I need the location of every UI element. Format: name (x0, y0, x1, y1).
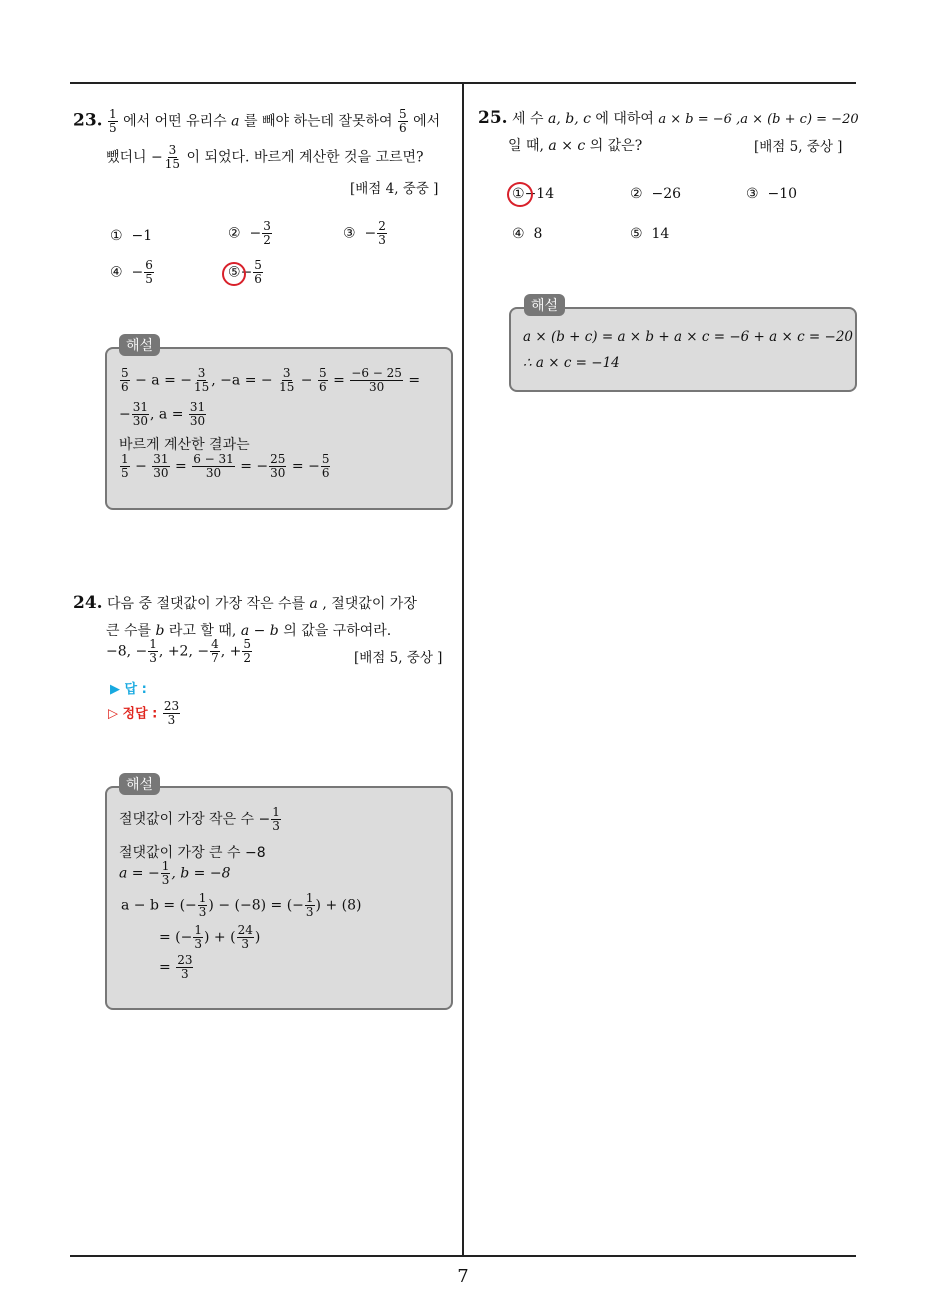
bottom-rule (70, 1255, 856, 1257)
choice-4[interactable]: ④ 8 (512, 226, 543, 242)
answer-input-label[interactable]: ▶ 답 : (110, 682, 147, 697)
q24-line1: 24. 다음 중 절댓값이 가장 작은 수를 a , 절댓값이 가장 (73, 593, 417, 613)
explanation-box: 절댓값이 가장 작은 수 − $\frac{1}{3}$ 절댓값이 가장 큰 수 −8 a = − $\frac{1}{3}$ , b = −8 a − b = (− $\frac{1}{3}$ ) − (−8) = (− $\frac{1}{3}$ ) + (8) = (− $\frac{1}{3}$ ) + ( $\frac{24}{3}$ ) = $\frac{23}{3}$ (105, 786, 453, 1010)
choice-4[interactable]: ④ − $\frac{6}{5}$ (110, 258, 153, 286)
correct-answer: ▷ 정답 : $\frac{23}{3}$ (108, 699, 180, 727)
explanation-tag: 해설 (524, 294, 565, 316)
choice-5[interactable]: ⑤− $\frac{5}{6}$ (228, 258, 262, 286)
points-label: [배점 5, 중상 ] (754, 139, 843, 155)
question-number: 23. (73, 110, 103, 131)
q23-line2: 뺐더니 − $\frac{3}{15}$ 이 되었다. 바르게 계산한 것을 고르면? (106, 143, 424, 171)
explanation-tag: 해설 (119, 334, 160, 356)
q24-number-set: −8, − $\frac{1}{3}$ , +2, − $\frac{4}{7}$ , + $\frac{5}{2}$ (106, 637, 252, 665)
choice-1[interactable]: ① −1 (110, 228, 153, 244)
explanation-tag: 해설 (119, 773, 160, 795)
explanation-box: a × (b + c) = a × b + a × c = −6 + a × c = −20 ∴ a × c = −14 (509, 307, 857, 392)
q25-line2: 일 때, a × c 의 값은? (508, 138, 643, 154)
q23-line1: 23. $\frac{1}{5}$ 에서 어떤 유리수 a 를 빼야 하는데 잘못하여 $\frac{5}{6}$ 에서 (73, 107, 441, 135)
fraction: $\frac{5}{6}$ (399, 107, 407, 135)
fraction: $\frac{3}{15}$ (164, 143, 181, 171)
points-label: [배점 5, 중상 ] (354, 650, 443, 666)
choice-2[interactable]: ② − $\frac{3}{2}$ (228, 219, 271, 247)
question-number: 25. (478, 108, 508, 128)
fraction: $\frac{1}{5}$ (109, 107, 117, 135)
choice-1[interactable]: ①−14 (512, 186, 555, 202)
choice-5[interactable]: ⑤ 14 (630, 226, 670, 242)
selected-answer-circle (507, 182, 533, 207)
choice-3[interactable]: ③ −10 (746, 186, 798, 202)
column-divider (462, 82, 464, 1256)
question-number: 24. (73, 593, 103, 613)
q25-line1: 25. 세 수 a, b, c 에 대하여 a × b = −6 ,a × (b + c) = −20 (478, 108, 859, 128)
points-label: [배점 4, 중중 ] (350, 181, 439, 197)
q24-line2: 큰 수를 b 라고 할 때, a − b 의 값을 구하여라. (106, 623, 392, 639)
selected-answer-circle (222, 262, 246, 286)
page-number: 7 (457, 1266, 469, 1287)
choice-2[interactable]: ② −26 (630, 186, 682, 202)
choice-3[interactable]: ③ − $\frac{2}{3}$ (343, 219, 386, 247)
explanation-box: $\frac{5}{6}$ − a = − $\frac{3}{15}$ , −a = − $\frac{3}{15}$ − $\frac{5}{6}$ = $\frac{-6 - 25}{30}$ = − $\frac{31}{30}$ , a = $\frac{31}{30}$ 바르게 계산한 결과는 $\frac{1}{5}$ − $\frac{31}{30}$ = $\frac{6 - 31}{30}$ = − $\frac{25}{30}$ = − $\frac{5}{6}$ (105, 347, 453, 510)
